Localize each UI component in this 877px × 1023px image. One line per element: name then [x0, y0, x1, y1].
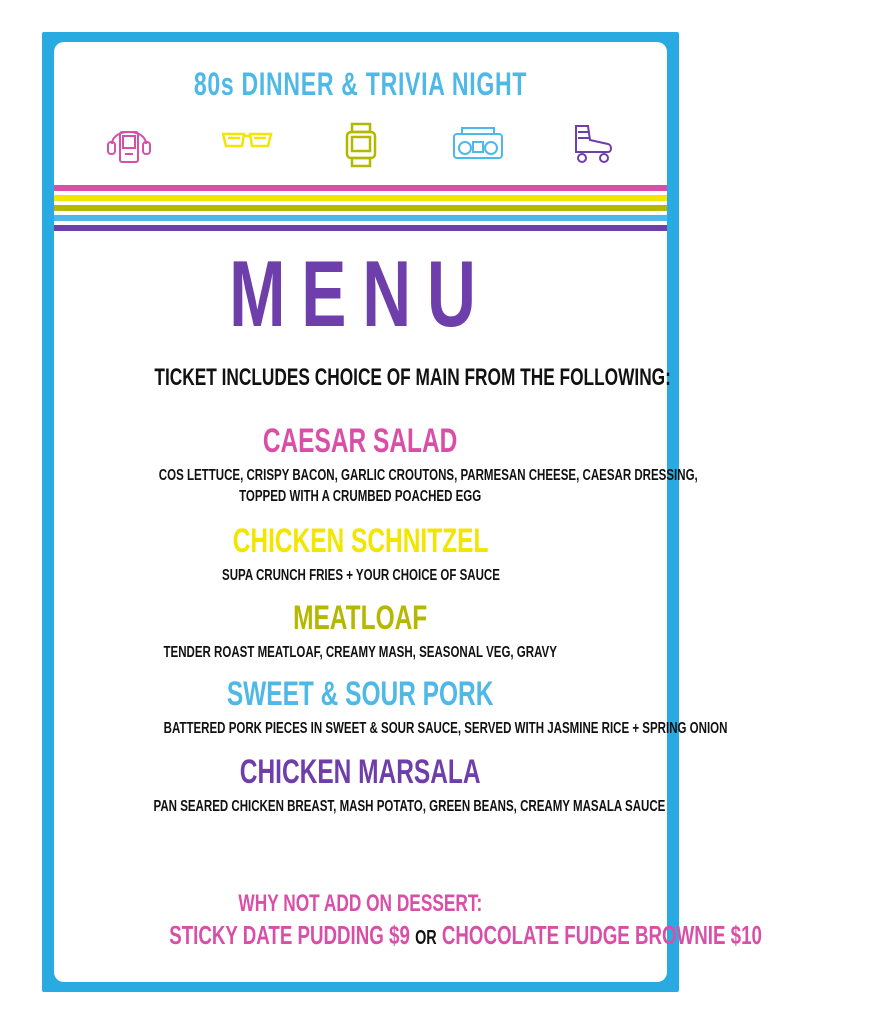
dish-name: CHICKEN SCHNITZEL	[232, 522, 489, 560]
dish-description: TENDER ROAST MEATLOAF, CREAMY MASH, SEASONAL VEG, GRAVY	[163, 644, 558, 661]
icon-row	[54, 122, 667, 168]
roller-skate-icon	[570, 122, 616, 169]
dish-name: CAESAR SALAD	[263, 422, 458, 460]
dish-name: MEATLOAF	[293, 599, 428, 637]
dessert-option-brownie: CHOCOLATE FUDGE BROWNIE $10	[441, 920, 762, 950]
stripe-olive	[54, 205, 667, 211]
dessert-options	[54, 920, 762, 951]
dish-name: SWEET & SOUR PORK	[227, 675, 494, 713]
walkman-headphones-icon	[106, 122, 152, 169]
stripe-purple	[54, 225, 667, 231]
dish-description: SUPA CRUNCH FRIES + YOUR CHOICE OF SAUCE	[221, 567, 500, 584]
dish-description: TOPPED WITH A CRUMBED POACHED EGG	[239, 488, 482, 505]
ticket-intro: TICKET INCLUDES CHOICE OF MAIN FROM THE FOLLOWING:	[154, 364, 671, 391]
dessert-joiner: OR	[415, 927, 437, 949]
event-title: 80s DINNER & TRIVIA NIGHT	[193, 66, 528, 102]
stripe-blue	[54, 215, 667, 221]
boombox-icon	[452, 122, 504, 167]
menu-heading: MENU	[229, 241, 492, 346]
dish-name: CHICKEN MARSALA	[240, 753, 481, 791]
stripe-pink	[54, 185, 667, 191]
menu-card	[54, 42, 762, 982]
dish-description: PAN SEARED CHICKEN BREAST, MASH POTATO, GREEN BEANS, CREAMY MASALA SAUCE	[153, 798, 666, 815]
sunglasses-icon	[220, 126, 274, 163]
stripe-yellow	[54, 195, 667, 201]
digital-watch-icon	[344, 122, 378, 173]
dish-description: BATTERED PORK PIECES IN SWEET & SOUR SAUCE, SERVED WITH JASMINE RICE + SPRING ONION	[163, 720, 728, 737]
dish-description: COS LETTUCE, CRISPY BACON, GARLIC CROUTONS, PARMESAN CHEESE, CAESAR DRESSING,	[158, 467, 698, 484]
rainbow-stripes	[54, 185, 667, 235]
dessert-heading: WHY NOT ADD ON DESSERT:	[238, 890, 483, 917]
dessert-option-sticky-date: STICKY DATE PUDDING $9	[169, 920, 410, 950]
